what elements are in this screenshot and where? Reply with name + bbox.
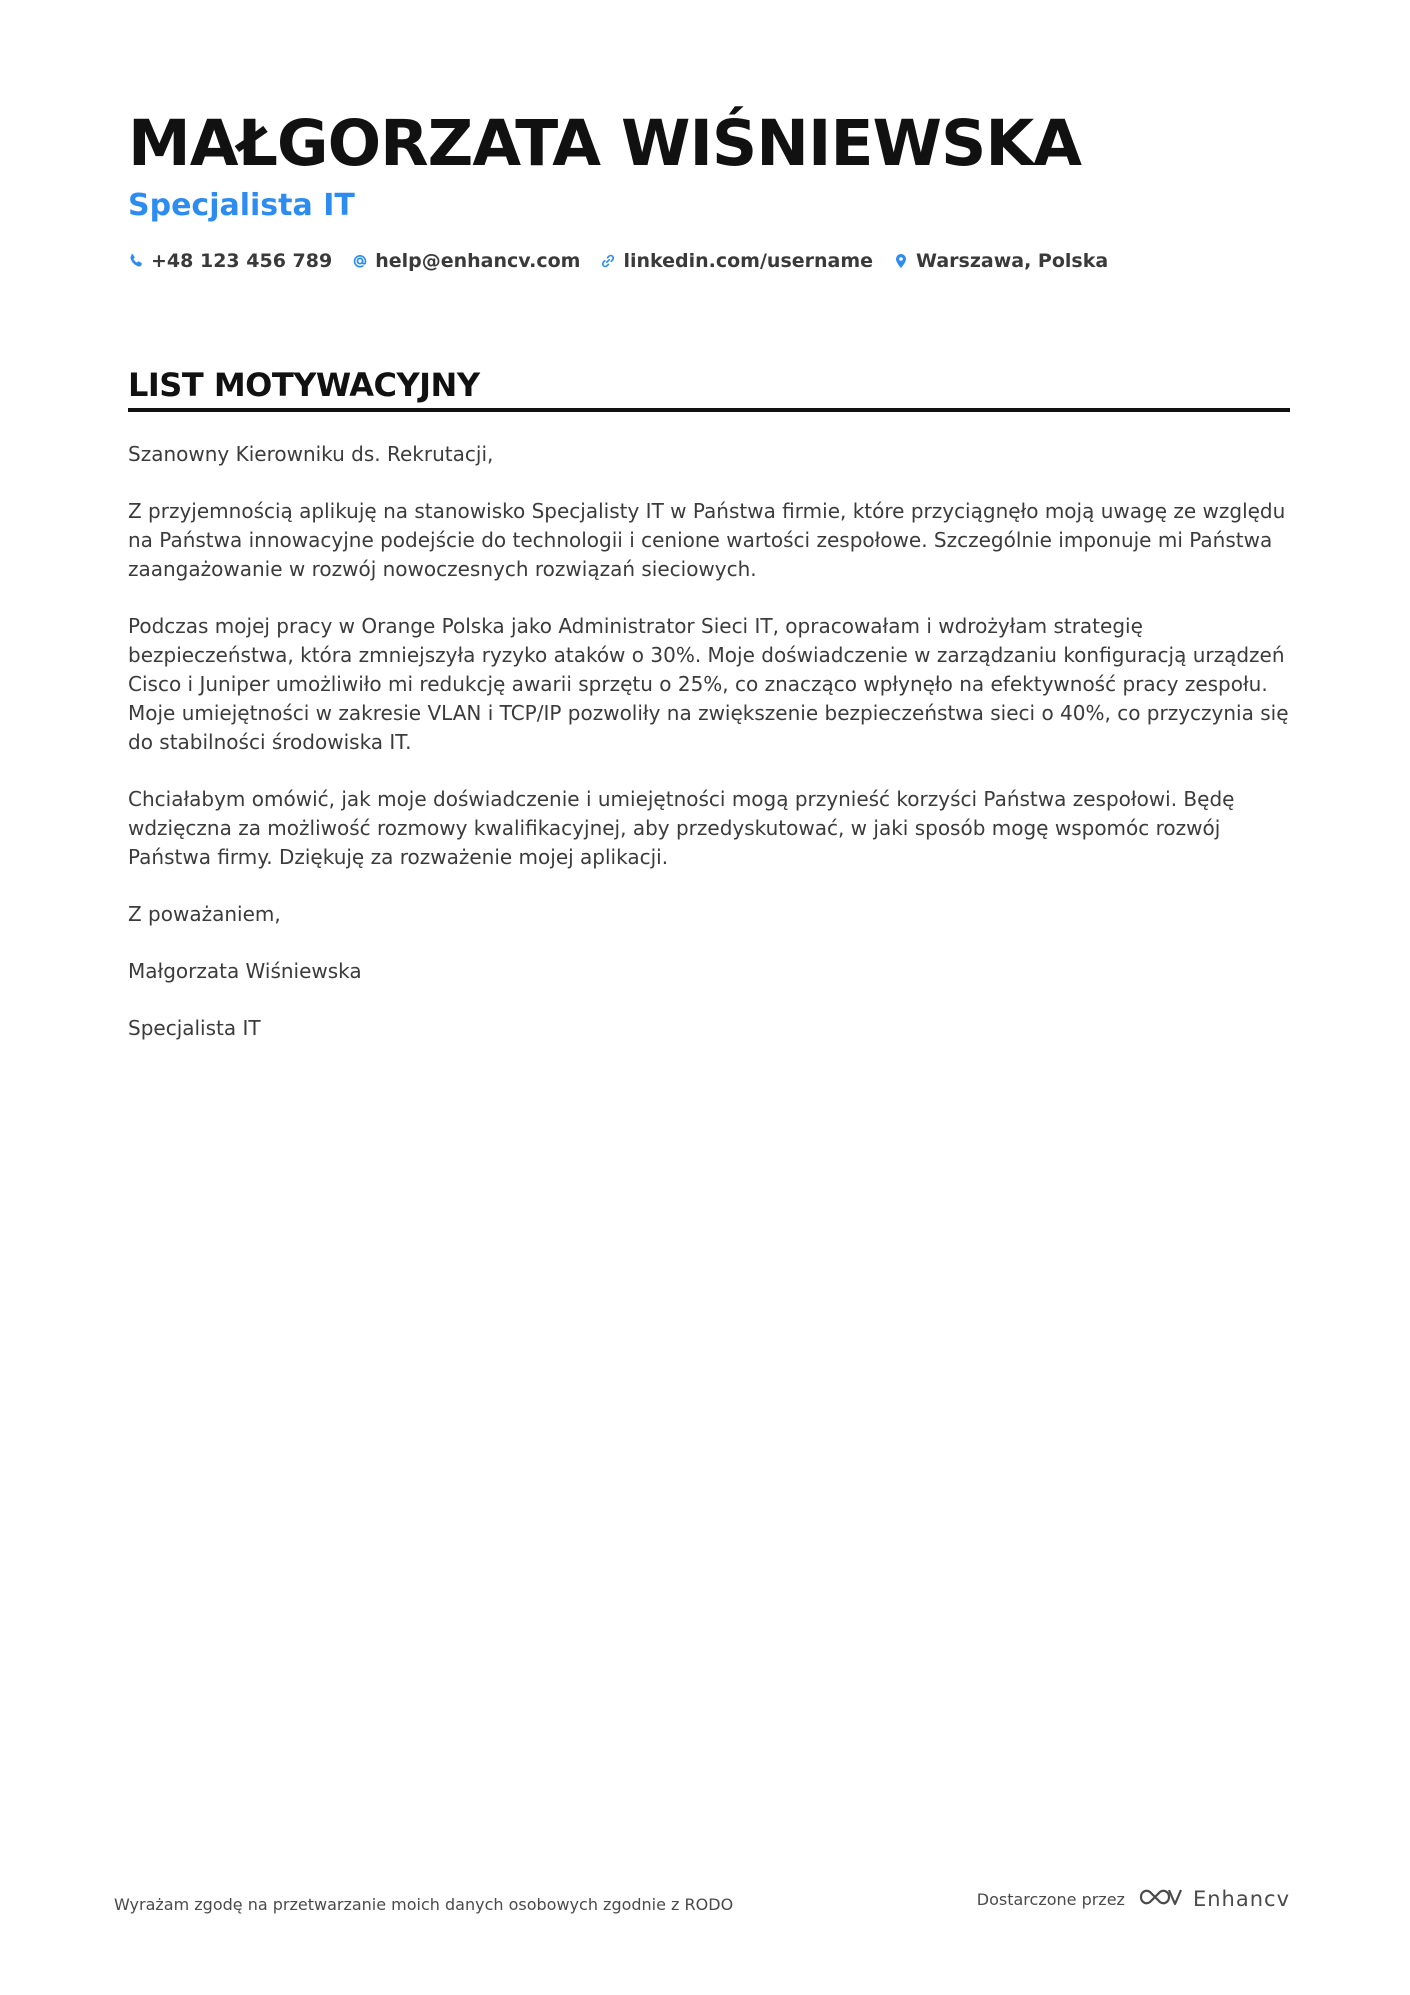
signature-name: Małgorzata Wiśniewska — [128, 959, 362, 984]
contact-email[interactable] — [352, 250, 580, 272]
phone-icon — [128, 252, 144, 270]
at-icon — [352, 252, 368, 270]
header — [128, 108, 1290, 272]
location-pin-icon — [893, 252, 909, 270]
location-text: Warszawa, Polska — [916, 250, 1109, 273]
link-icon — [600, 252, 616, 270]
email-text: help@enhancv.com — [375, 250, 581, 273]
closing: Z poważaniem, — [128, 902, 281, 927]
paragraph: Podczas mojej pracy w Orange Polska jako Administrator Sieci IT, opracowałam i wdrożyłam strategię bezpieczeństwa, która zmniejszyła ryzyko ataków o 30%. Moje doświadczenie w zarządzaniu konfiguracją urządzeń Cisco i Juniper umożliwiło mi redukcję awarii sprzętu o 25%, co znacząco wpłynęło na efektywność pracy zespołu. Moje umiejętności w zakresie VLAN i TCP/IP pozwoliły na zwiększenie bezpieczeństwa sieci o 40%, co przyczynia się do stabilności środowiska IT. — [128, 614, 1289, 755]
phone-text: +48 123 456 789 — [151, 250, 333, 273]
applicant-name: MAŁGORZATA WIŚNIEWSKA — [128, 107, 1081, 180]
paragraph: Z przyjemnością aplikuję na stanowisko Specjalisty IT w Państwa firmie, które przyciągnęło moją uwagę ze względu na Państwa innowacyjne podejście do technologii i cenione wartości zespołowe. Szczególnie imponuje mi Państwa zaangażowanie w rozwój nowoczesnych rozwiązań sieciowych. — [128, 499, 1286, 582]
brand-logo[interactable] — [1137, 1884, 1290, 1914]
contact-linkedin[interactable] — [600, 250, 873, 272]
brand-name: Enhancv — [1192, 1887, 1290, 1911]
contact-bar — [128, 250, 1290, 272]
letter-body — [128, 440, 1290, 1043]
contact-location — [893, 250, 1108, 272]
salutation: Szanowny Kierowniku ds. Rekrutacji, — [128, 442, 494, 467]
job-title: Specjalista IT — [128, 188, 355, 224]
letter-section — [128, 366, 1290, 1071]
footer-branding — [977, 1884, 1290, 1914]
paragraph: Chciałabym omówić, jak moje doświadczenie i umiejętności mogą przynieść korzyści Państwa zespołowi. Będę wdzięczna za możliwość rozmowy kwalifikacyjnej, aby przedyskutować, w jaki sposób mogę wspomóc rozwój Państwa firmy. Dziękuję za rozważenie mojej aplikacji. — [128, 787, 1235, 870]
enhancv-logo-icon — [1137, 1884, 1183, 1914]
section-title: LIST MOTYWACYJNY — [128, 366, 1290, 412]
linkedin-text: linkedin.com/username — [623, 250, 874, 273]
consent-note: Wyrażam zgodę na przetwarzanie moich danych osobowych zgodnie z RODO — [114, 1895, 734, 1914]
provided-by-text: Dostarczone przez — [976, 1889, 1125, 1909]
signature-title: Specjalista IT — [128, 1016, 261, 1041]
contact-phone — [128, 250, 332, 272]
